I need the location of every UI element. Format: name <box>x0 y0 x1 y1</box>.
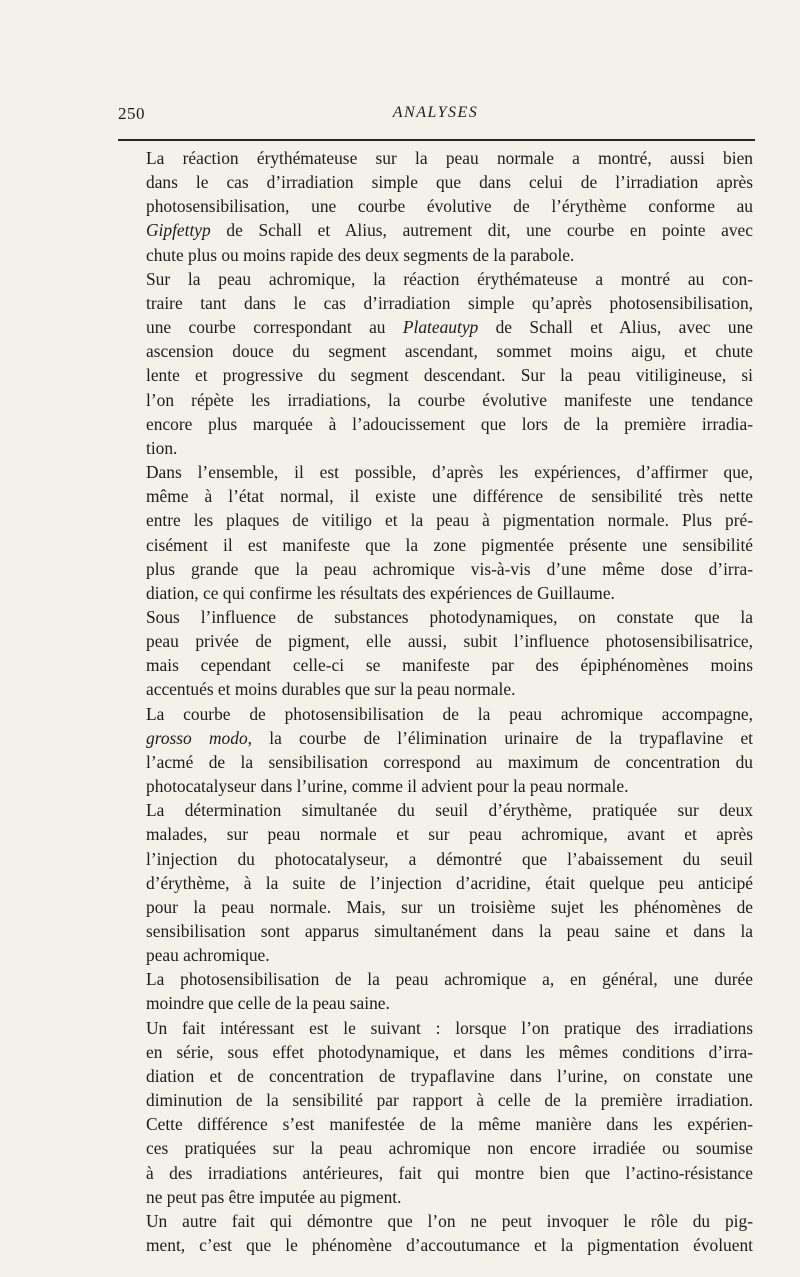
text-line: pour la peau normale. Mais, sur un troisième sujet les phénomènes de <box>146 896 753 917</box>
text-line: photocatalyseur dans l’urine, comme il advient pour la peau normale. <box>146 776 629 797</box>
text-line: l’on répète les irradiations, la courbe évolutive manifeste une tendance <box>146 389 753 410</box>
italic-term: Plateautyp <box>402 317 479 338</box>
text-line: en série, sous effet photodynamique, et dans les mêmes conditions d’irra- <box>146 1041 753 1062</box>
text-line: Un fait intéressant est le suivant : lorsque l’on pratique des irradiations <box>146 1017 753 1038</box>
text-line: chute plus ou moins rapide des deux segments de la parabole. <box>146 244 575 265</box>
text-line: à des irradiations antérieures, fait qui montre bien que l’actino-résistance <box>146 1162 753 1183</box>
text-line: Un autre fait qui démontre que l’on ne peut invoquer le rôle du pig- <box>146 1210 753 1231</box>
text-line: diation, ce qui confirme les résultats des expériences de Guillaume. <box>146 582 615 603</box>
text-line: grosso modo, la courbe de l’élimination urinaire de la trypaflavine et <box>146 727 753 748</box>
running-title: ANALYSES <box>392 104 479 121</box>
italic-term: Gipfettyp <box>146 220 211 241</box>
text-line: traire tant dans le cas d’irradiation simple qu’après photosensibilisation, <box>146 292 753 313</box>
paragraph <box>118 1209 753 1257</box>
paragraph <box>118 967 753 1015</box>
text-line: dans le cas d’irradiation simple que dans celui de l’irradiation après <box>146 172 753 193</box>
text-line: malades, sur peau normale et sur peau achromique, avant et après <box>146 824 753 845</box>
text-line: lente et progressive du segment descendant. Sur la peau vitiligineuse, si <box>146 365 753 386</box>
text-line: cisément il est manifeste que la zone pigmentée présente une sensibilité <box>146 534 753 555</box>
text-line: diminution de la sensibilité par rapport à celle de la première irradiation. <box>146 1090 753 1111</box>
text-line: plus grande que la peau achromique vis-à-vis d’une même dose d’irra- <box>146 558 753 579</box>
text-line: même à l’état normal, il existe une différence de sensibilité très nette <box>146 486 753 507</box>
paragraph <box>118 702 753 799</box>
text-line: diation et de concentration de trypaflavine dans l’urine, on constate une <box>146 1065 753 1086</box>
text-line: La détermination simultanée du seuil d’érythème, pratiquée sur deux <box>146 800 753 821</box>
text-line: ascension douce du segment ascendant, sommet moins aigu, et chute <box>146 341 753 362</box>
italic-term: grosso modo <box>146 727 248 748</box>
paragraph <box>118 146 753 267</box>
text-line: moindre que celle de la peau saine. <box>146 993 390 1014</box>
text-line: l’acmé de la sensibilisation correspond au maximum de concentration du <box>146 751 753 772</box>
header-rule <box>118 139 755 141</box>
text-line: d’érythème, à la suite de l’injection d’acridine, était quelque peu anticipé <box>146 872 753 893</box>
text-line: sensibilisation sont apparus simultanément dans la peau saine et dans la <box>146 921 753 941</box>
text-line: Sur la peau achromique, la réaction érythémateuse a montré au con- <box>146 268 753 289</box>
text-line: Gipfettyp de Schall et Alius, autrement dit, une courbe en pointe avec <box>146 220 753 241</box>
text-line: La courbe de photosensibilisation de la peau achromique accompagne, <box>146 703 753 724</box>
text-line: tion. <box>146 437 178 458</box>
paragraph <box>118 605 753 702</box>
text-line: Sous l’influence de substances photodynamiques, on constate que la <box>146 606 753 627</box>
paragraph <box>118 460 753 605</box>
paragraph <box>118 1016 753 1209</box>
text-line: encore plus marquée à l’adoucissement que lors de la première irradia- <box>146 413 753 434</box>
page-header <box>118 104 753 132</box>
text-line: ces pratiquées sur la peau achromique non encore irradiée ou soumise <box>146 1138 753 1159</box>
page-number: 250 <box>118 104 145 123</box>
paragraph <box>118 267 753 460</box>
body-text <box>118 146 753 1257</box>
text-line: mais cependant celle-ci se manifeste par des épiphénomènes moins <box>146 655 753 676</box>
text-line: l’injection du photocatalyseur, a démontré que l’abaissement du seuil <box>146 848 753 869</box>
text-line: ne peut pas être imputée au pigment. <box>146 1186 402 1207</box>
paragraph <box>118 798 753 967</box>
text-line: ment, c’est que le phénomène d’accoutumance et la pigmentation évoluent <box>146 1235 753 1256</box>
text-line: accentués et moins durables que sur la peau normale. <box>146 679 516 700</box>
text-line: une courbe correspondant au Plateautyp de Schall et Alius, avec une <box>146 317 753 338</box>
text-line: Dans l’ensemble, il est possible, d’après les expériences, d’affirmer que, <box>146 462 753 483</box>
text-line: La photosensibilisation de la peau achromique a, en général, une durée <box>146 969 753 990</box>
text-line: entre les plaques de vitiligo et la peau à pigmentation normale. Plus pré- <box>146 510 753 531</box>
text-line: photosensibilisation, une courbe évolutive de l’érythème conforme au <box>146 196 753 217</box>
text-line: peau privée de pigment, elle aussi, subit l’influence photosensibilisatrice, <box>146 631 753 652</box>
text-line: Cette différence s’est manifestée de la même manière dans les expérien- <box>146 1114 753 1135</box>
text-line: La réaction érythémateuse sur la peau normale a montré, aussi bien <box>146 148 753 168</box>
text-line: peau achromique. <box>146 945 270 966</box>
